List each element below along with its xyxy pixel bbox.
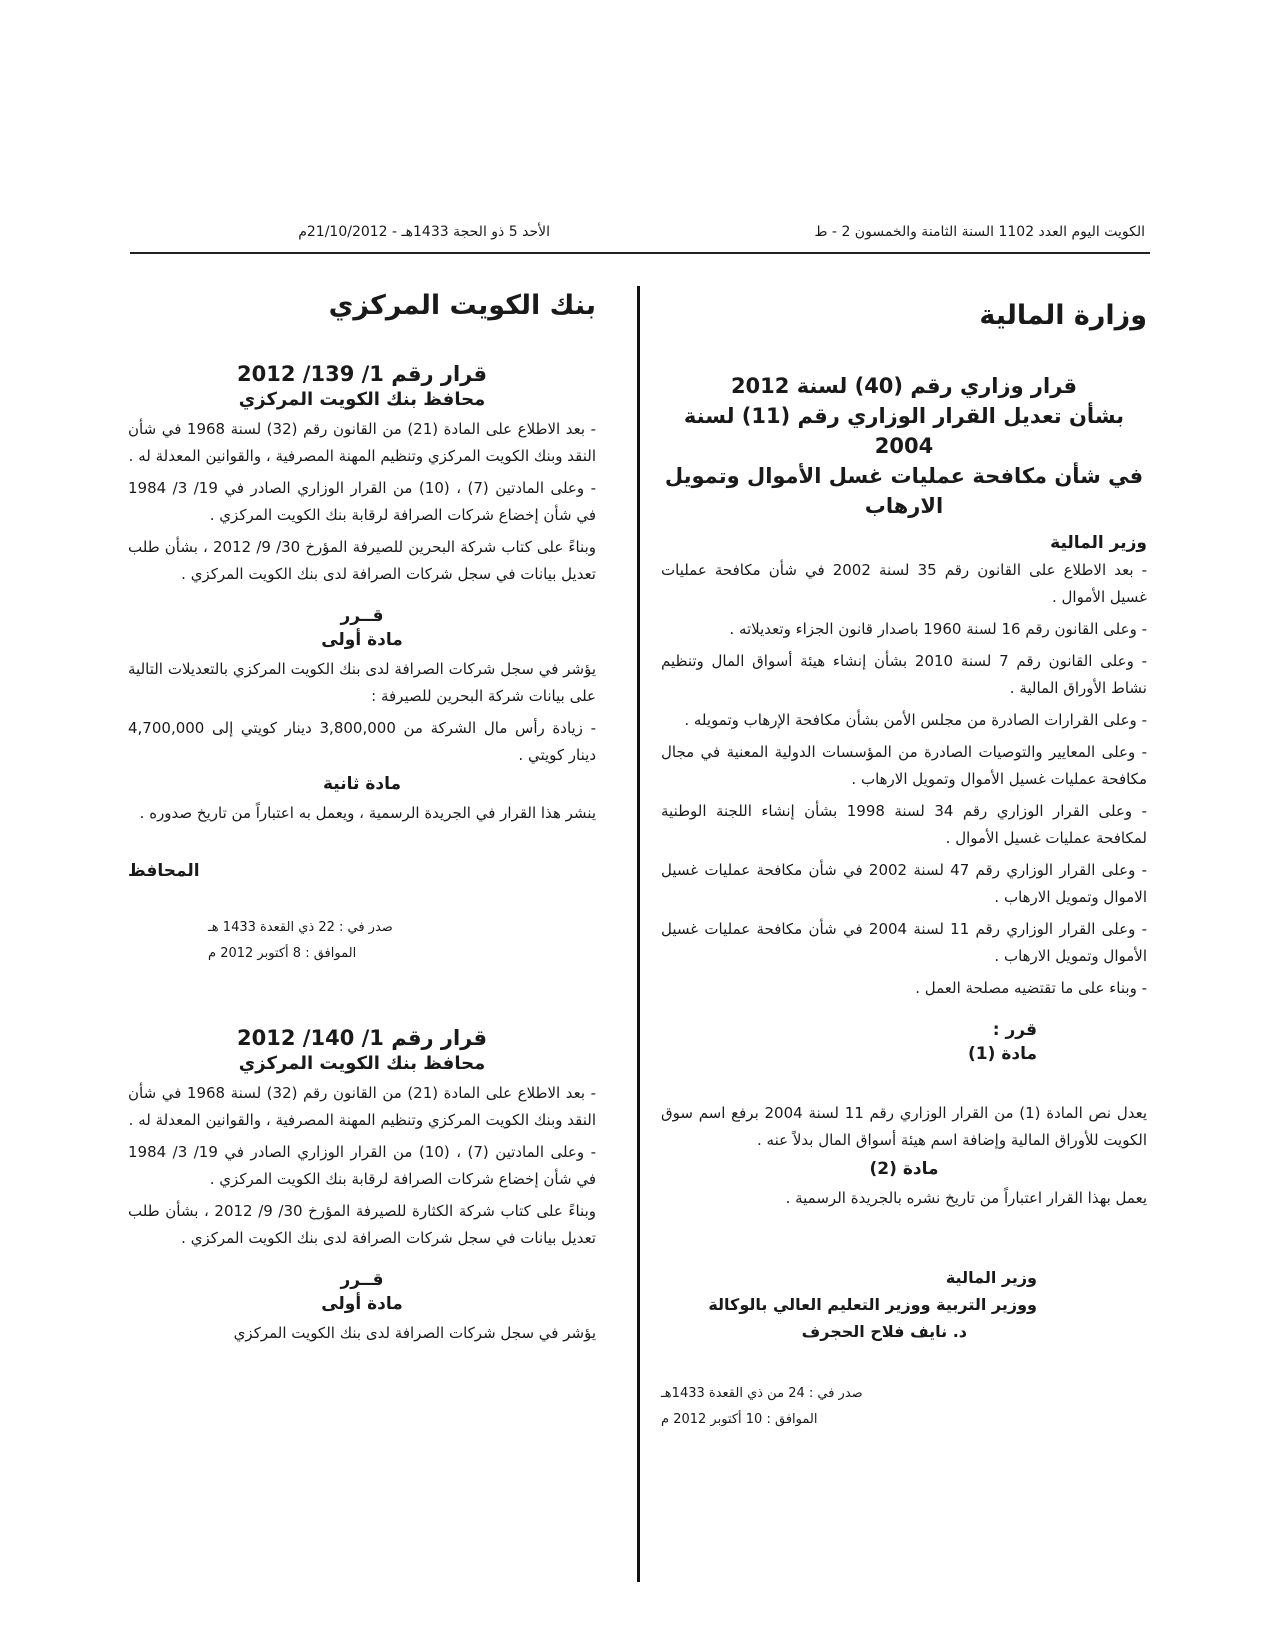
column-divider xyxy=(637,286,640,1582)
issued-at: صدر في : 24 من ذي القعدة 1433هـ xyxy=(661,1386,863,1401)
decree-139-issuer: محافظ بنك الكويت المركزي xyxy=(238,389,486,410)
decree-title-line: الارهاب xyxy=(864,494,944,518)
preamble-paragraph: - وعلى المادتين (7) ، (10) من القرار الوزاري الصادر في 19/ 3/ 1984 في شأن إخضاع شركات الصرافة لرقابة بنك الكويت المركزي . xyxy=(128,479,597,524)
decree-140-title: قرار رقم 1/ 140/ 2012 xyxy=(237,1026,487,1050)
article-1-item: - زيادة رأس مال الشركة من 3,800,000 دينار كويتي إلى 4,700,000 دينار كويتي . xyxy=(128,719,596,764)
decree-139-issue-date xyxy=(208,915,596,967)
preamble-paragraph: - بعد الاطلاع على المادة (21) من القانون رقم (32) لسنة 1968 في شأن النقد وبنك الكويت المركزي وتنظيم المهنة المصرفية ، والقوانين المعدلة له . xyxy=(128,1084,596,1129)
article-2-heading: مادة (2) xyxy=(869,1159,939,1179)
spacer xyxy=(661,1070,1147,1100)
ministry-decree-title xyxy=(661,371,1147,521)
decree-140-issuer: محافظ بنك الكويت المركزي xyxy=(238,1053,486,1074)
decree-title-line: في شأن مكافحة عمليات غسل الأموال وتمويل xyxy=(664,464,1144,488)
article-1-text: يؤشر في سجل شركات الصرافة لدى بنك الكويت المركزي xyxy=(233,1324,596,1342)
article-2-text: يعمل بهذا القرار اعتباراً من تاريخ نشره بالجريدة الرسمية . xyxy=(785,1189,1147,1207)
article-1-heading: مادة أولى xyxy=(321,630,403,650)
decided-heading: قرر : xyxy=(992,1020,1037,1040)
article-2-heading: مادة ثانية xyxy=(323,774,401,794)
decree-139 xyxy=(128,359,596,967)
decree-title-line: بشأن تعديل القرار الوزاري رقم (11) لسنة 2004 xyxy=(683,404,1125,458)
central-bank-column xyxy=(128,290,596,1352)
preamble-paragraph: - وعلى القرار الوزاري رقم 47 لسنة 2002 في شأن مكافحة عمليات غسيل الاموال وتمويل الارهاب . xyxy=(661,861,1147,906)
decree-title-line: قرار وزاري رقم (40) لسنة 2012 xyxy=(730,374,1078,398)
signoff-line: ووزير التربية ووزير التعليم العالي بالوكالة xyxy=(708,1295,1037,1314)
decree-139-title: قرار رقم 1/ 139/ 2012 xyxy=(237,362,487,386)
central-bank-title: بنك الكويت المركزي xyxy=(328,290,596,321)
governor-signature: المحافظ xyxy=(128,861,200,881)
article-1-heading: مادة أولى xyxy=(321,1294,403,1314)
ministry-signoff xyxy=(661,1264,1037,1345)
preamble-paragraph: - وعلى المادتين (7) ، (10) من القرار الوزاري الصادر في 19/ 3/ 1984 في شأن إخضاع شركات الصرافة لرقابة بنك الكويت المركزي . xyxy=(128,1143,597,1188)
ministry-issue-date xyxy=(661,1381,1147,1433)
ministry-title: وزارة المالية xyxy=(979,300,1147,331)
preamble-paragraph: - وعلى القانون رقم 16 لسنة 1960 باصدار قانون الجزاء وتعديلاته . xyxy=(729,620,1147,638)
decree-140 xyxy=(128,1023,596,1347)
preamble-paragraph: وبناءً على كتاب شركة الكثارة للصيرفة المؤرخ 30/ 9/ 2012 ، بشأن طلب تعديل بيانات في سجل شركات الصرافة لدى بنك الكويت المركزي . xyxy=(128,1202,596,1247)
spacer xyxy=(128,967,596,1023)
signoff-line: وزير المالية xyxy=(945,1268,1037,1287)
preamble-paragraph: - وعلى القرار الوزاري رقم 11 لسنة 2004 في شأن مكافحة عمليات غسيل الأموال وتمويل الارهاب . xyxy=(661,920,1147,965)
header-date: الأحد 5 ذو الحجة 1433هـ - 21/10/2012م xyxy=(298,224,550,240)
decided-heading: قــرر xyxy=(340,606,384,626)
ministry-column xyxy=(661,300,1147,1433)
preamble-paragraph: - وعلى القرار الوزاري رقم 34 لسنة 1998 بشأن إنشاء اللجنة الوطنية لمكافحة عمليات غسيل الأموال . xyxy=(661,802,1147,847)
preamble-paragraph: وبناءً على كتاب شركة البحرين للصيرفة المؤرخ 30/ 9/ 2012 ، بشأن طلب تعديل بيانات في سجل شركات الصرافة لدى بنك الكويت المركزي . xyxy=(128,538,596,583)
preamble-paragraph: - بعد الاطلاع على المادة (21) من القانون رقم (32) لسنة 1968 في شأن النقد وبنك الكويت المركزي وتنظيم المهنة المصرفية ، والقوانين المعدلة له . xyxy=(128,420,596,465)
ministry-preamble xyxy=(661,557,1147,1002)
header-rule xyxy=(130,252,1150,254)
ministry-issuer: وزير المالية xyxy=(1050,533,1147,553)
article-1-text: يؤشر في سجل شركات الصرافة لدى بنك الكويت المركزي بالتعديلات التالية على بيانات شركة البحرين للصيرفة : xyxy=(128,660,596,705)
header-issue-info: الكويت اليوم العدد 1102 السنة الثامنة والخمسون 2 - ط xyxy=(814,224,1145,240)
preamble-paragraph: - وعلى القانون رقم 7 لسنة 2010 بشأن إنشاء هيئة أسواق المال وتنظيم نشاط الأوراق المالية . xyxy=(661,652,1147,697)
signoff-name: د. نايف فلاح الحجرف xyxy=(801,1322,967,1341)
preamble-paragraph: - وعلى القرارات الصادرة من مجلس الأمن بشأن مكافحة الإرهاب وتمويله . xyxy=(684,711,1147,729)
article-2-text: ينشر هذا القرار في الجريدة الرسمية ، ويعمل به اعتباراً من تاريخ صدوره . xyxy=(139,804,596,822)
preamble-paragraph: - وبناء على ما تقتضيه مصلحة العمل . xyxy=(915,979,1147,997)
issued-at: صدر في : 22 ذي القعدة 1433 هـ xyxy=(208,920,393,935)
corresponding-date: الموافق : 10 أكتوبر 2012 م xyxy=(661,1412,818,1427)
decided-heading: قــرر xyxy=(340,1270,384,1290)
corresponding-date: الموافق : 8 أكتوبر 2012 م xyxy=(208,946,357,961)
preamble-paragraph: - بعد الاطلاع على القانون رقم 35 لسنة 2002 في شأن مكافحة عمليات غسيل الأموال . xyxy=(661,561,1147,606)
article-1-text: يعدل نص المادة (1) من القرار الوزاري رقم 11 لسنة 2004 برفع اسم سوق الكويت للأوراق المالية وإضافة اسم هيئة أسواق المال بدلاً عنه . xyxy=(661,1104,1147,1149)
article-1-heading: مادة (1) xyxy=(968,1044,1037,1064)
preamble-paragraph: - وعلى المعايير والتوصيات الصادرة من المؤسسات الدولية المعنية في مجال مكافحة عمليات غسيل الأموال وتمويل الارهاب . xyxy=(661,743,1147,788)
